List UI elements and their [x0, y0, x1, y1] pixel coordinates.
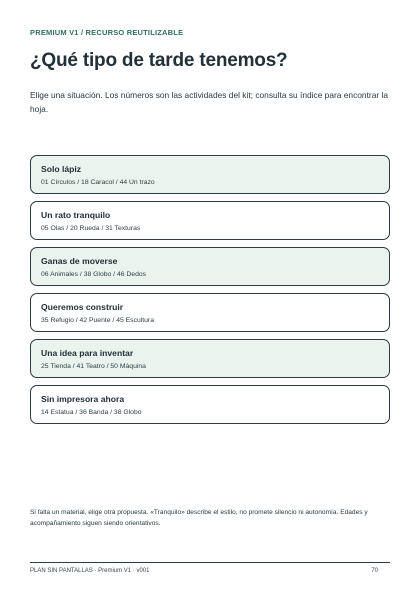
situation-card-idea-inventar	[30, 339, 390, 378]
situation-title: Ganas de moverse	[41, 256, 118, 266]
activity-numbers: 35 Refugio / 42 Puente / 45 Escultura	[41, 317, 154, 324]
activity-numbers: 05 Olas / 20 Rueda / 31 Texturas	[41, 225, 141, 232]
situation-card-queremos-construir	[30, 293, 390, 332]
footer-label: PLAN SIN PANTALLAS · Premium V1 · v001	[30, 568, 150, 574]
situation-title: Un rato tranquilo	[41, 210, 111, 220]
activity-numbers: 01 Círculos / 18 Caracol / 44 Un trazo	[41, 179, 155, 186]
activity-numbers: 14 Estatua / 36 Banda / 38 Globo	[41, 409, 142, 416]
situation-title: Una idea para inventar	[41, 348, 134, 358]
kicker: PREMIUM V1 / RECURSO REUTILIZABLE	[30, 28, 184, 37]
situation-card-rato-tranquilo	[30, 201, 390, 240]
activity-numbers: 06 Animales / 38 Globo / 46 Dedos	[41, 271, 147, 278]
situation-title: Sin impresora ahora	[41, 394, 125, 404]
situation-title: Solo lápiz	[41, 164, 82, 174]
situation-card-solo-lapiz	[30, 155, 390, 194]
intro-text: Elige una situación. Los números son las actividades del kit; consulta su índice para encontrar la hoja.	[30, 90, 389, 114]
page-number: 70	[371, 568, 378, 574]
activity-numbers: 25 Tienda / 41 Teatro / 50 Máquina	[41, 363, 146, 370]
situation-card-sin-impresora	[30, 385, 390, 424]
situation-title: Queremos construir	[41, 302, 124, 312]
situation-list	[30, 155, 390, 431]
page-title: ¿Qué tipo de tarde tenemos?	[30, 50, 288, 71]
situation-card-ganas-moverse	[30, 247, 390, 286]
footer-divider	[30, 562, 390, 563]
footnote: Si falta un material, elige otra propuesta. «Tranquilo» describe el estilo, no promete silencio ni autonomía. Edades y acompañamiento siguen siendo orientativos.	[30, 509, 368, 527]
